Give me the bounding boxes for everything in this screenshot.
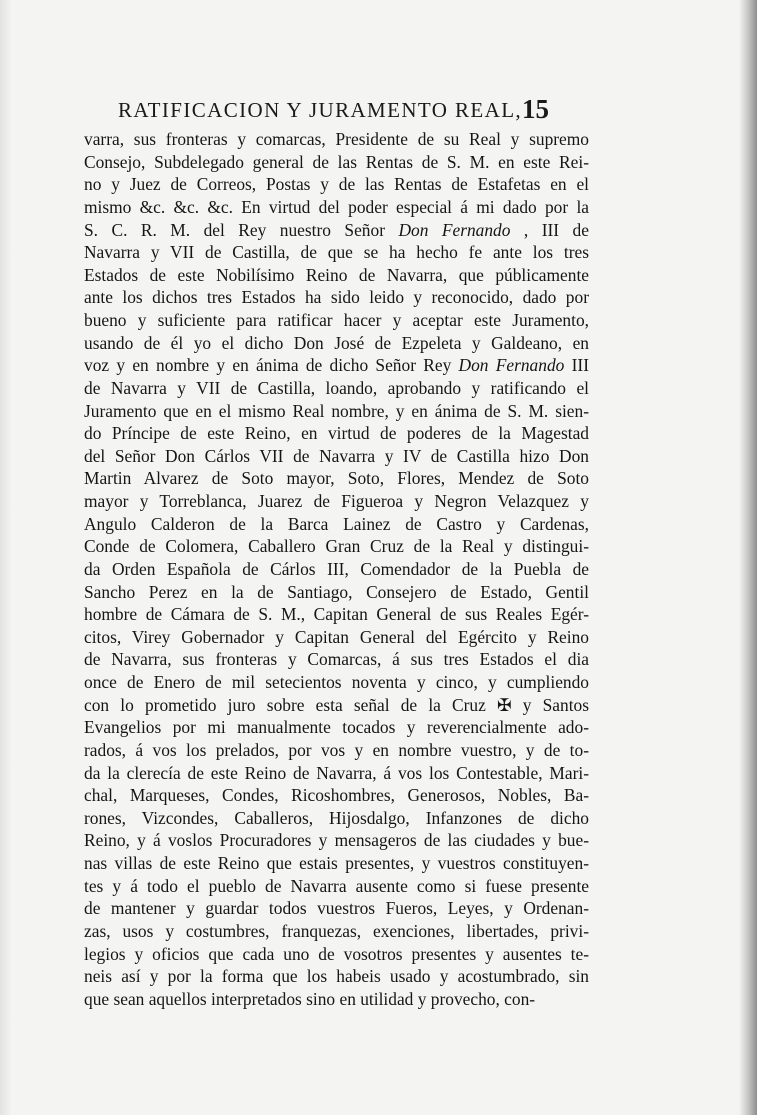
page-number: 15 [522,94,549,124]
text-line: Juramento que en el mismo Real nombre, y en ánima de S. M. sien- [84,400,589,421]
text-line: bueno y suficiente para ratificar hacer y aceptar este Juramento, [84,310,589,330]
italic-name: Don Fernando [398,219,511,240]
text-line: mismo &c. &c. &c. En virtud del poder especial á mi dado por la [84,196,589,217]
text-line: do Príncipe de este Reino, en virtud de poderes de la Magestad [84,423,589,444]
text-line [84,219,589,242]
text-line: legios y oficios que cada uno de vosotros presentes y ausentes te- [84,943,589,964]
text-line: Consejo, Subdelegado general de las Rentas de S. M. en este Rei- [84,151,589,172]
body-text [84,128,589,1010]
text-line: de mantener y guardar todos vuestros Fueros, Leyes, y Ordenan- [84,898,589,919]
text-line: rones, Vizcondes, Caballeros, Hijosdalgo, Infanzones de dicho [84,807,589,828]
text-line: ante los dichos tres Estados ha sido leido y reconocido, dado por [84,287,589,308]
text-line: Martin Alvarez de Soto mayor, Soto, Flores, Mendez de Soto [84,468,589,489]
text-line: citos, Virey Gobernador y Capitan General del Egército y Reino [84,626,589,647]
text-segment: , III de [510,219,589,240]
text-line: con lo prometido juro sobre esta señal de la Cruz ✠ y Santos [84,694,589,715]
text-line: Angulo Calderon de la Barca Lainez de Castro y Cardenas, [84,513,589,534]
text-line: de Navarra y VII de Castilla, loando, aprobando y ratificando el [84,377,589,398]
text-line: que sean aquellos interpretados sino en utilidad y provecho, con- [84,988,536,1009]
text-line: once de Enero de mil setecientos noventa y cinco, y cumpliendo [84,672,589,692]
text-segment: S. C. R. M. del Rey nuestro Señor [84,219,399,240]
page-edge-shadow [739,0,757,1115]
running-title: RATIFICACION Y JURAMENTO REAL, [118,98,523,122]
text-line: zas, usos y costumbres, franquezas, exenciones, libertades, privi- [84,920,589,941]
text-segment: voz y en nombre y en ánima de dicho Señor Rey [84,355,459,376]
text-segment: III [564,355,589,376]
text-line: tes y á todo el pueblo de Navarra ausente como si fuese presente [84,875,589,896]
text-line: varra, sus fronteras y comarcas, Presidente de su Real y supremo [84,129,589,149]
text-line: hombre de Cámara de S. M., Capitan General de sus Reales Egér- [84,604,589,625]
text-line: mayor y Torreblanca, Juarez de Figueroa y Negron Velazquez y [84,491,589,511]
text-line: neis así y por la forma que los habeis usado y acostumbrado, sin [84,966,589,987]
text-line: rados, á vos los prelados, por vos y en nombre vuestro, y de to- [84,739,589,760]
text-line: chal, Marqueses, Condes, Ricoshombres, Generosos, Nobles, Ba- [84,785,589,806]
text-line: nas villas de este Reino que estais presentes, y vuestros constituyen- [84,853,589,873]
page-binding-gutter [0,0,12,1115]
text-line [84,354,589,377]
page-header [118,94,558,124]
text-line: Sancho Perez en la de Santiago, Consejero de Estado, Gentil [84,581,589,602]
text-line: Estados de este Nobilísimo Reino de Navarra, que públicamente [84,264,589,285]
text-line: Conde de Colomera, Caballero Gran Cruz de la Real y distingui- [84,536,589,557]
text-line: da Orden Española de Cárlos III, Comendador de la Puebla de [84,558,589,579]
text-line: usando de él yo el dicho Don José de Ezpeleta y Galdeano, en [84,332,589,353]
text-line: Evangelios por mi manualmente tocados y reverencialmente ado- [84,717,589,738]
italic-name: Don Fernando [458,355,565,376]
text-line: da la clerecía de este Reino de Navarra, á vos los Contestable, Mari- [84,762,589,783]
text-line: de Navarra, sus fronteras y Comarcas, á sus tres Estados el dia [84,649,589,670]
text-line: no y Juez de Correos, Postas y de las Rentas de Estafetas en el [84,174,589,195]
text-line: del Señor Don Cárlos VII de Navarra y IV de Castilla hizo Don [84,445,589,466]
text-line: Navarra y VII de Castilla, de que se ha hecho fe ante los tres [84,242,589,263]
text-line: Reino, y á voslos Procuradores y mensageros de las ciudades y bue- [84,830,589,851]
